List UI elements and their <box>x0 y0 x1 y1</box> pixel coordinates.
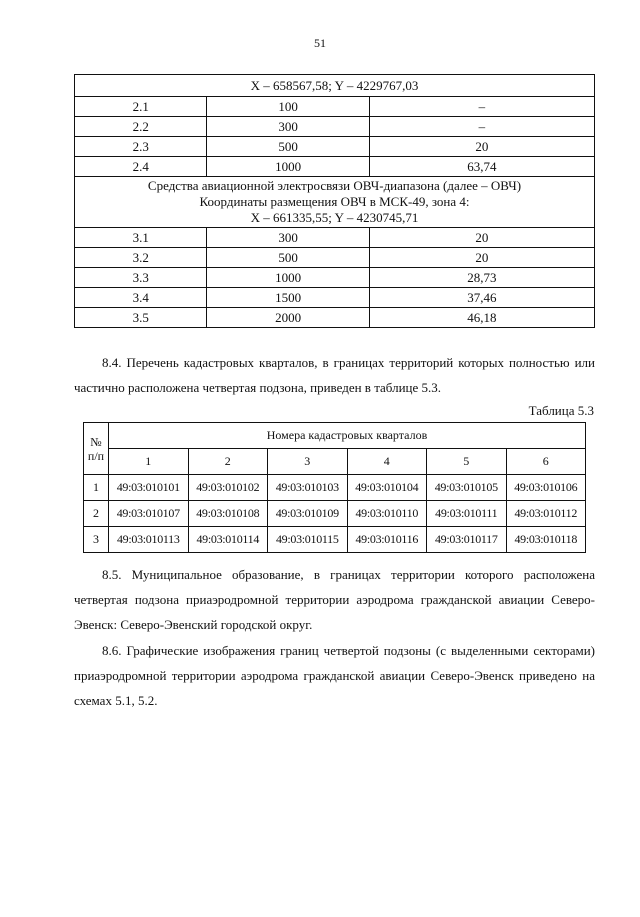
cadastral-code-cell: 49:03:010107 <box>109 501 189 527</box>
number-sign: № <box>90 434 102 449</box>
distance-cell: 1500 <box>207 288 369 308</box>
distance-cell: 500 <box>207 248 369 268</box>
height-cell: – <box>369 97 594 117</box>
table-row <box>84 501 586 527</box>
table-row <box>84 475 586 501</box>
vhf-header-line: Средства авиационной электросвязи ОВЧ-диапазона (далее – ОВЧ) <box>147 178 522 193</box>
distance-cell: 500 <box>207 137 369 157</box>
cadastral-code-cell: 49:03:010116 <box>347 527 427 553</box>
cadastral-code-cell: 49:03:010108 <box>188 501 268 527</box>
cadastral-code-cell: 49:03:010103 <box>268 475 348 501</box>
row-number-cell: 3.3 <box>75 268 207 288</box>
paragraph-8-5: 8.5. Муниципальное образование, в границах территории которого расположена четвертая подзона приаэродромной территории аэродрома гражданской авиации Северо-Эвенск: Северо-Эвенский городской округ. <box>74 567 595 632</box>
table-caption: Таблица 5.3 <box>528 403 594 418</box>
cadastral-code-cell: 49:03:010102 <box>188 475 268 501</box>
table-row <box>75 137 595 157</box>
height-cell: 37,46 <box>369 288 594 308</box>
distance-cell: 1000 <box>207 268 369 288</box>
height-cell: 20 <box>369 248 594 268</box>
height-cell: 63,74 <box>369 157 594 177</box>
row-number-cell: 3.1 <box>75 228 207 248</box>
row-number-cell: 1 <box>84 475 109 501</box>
vhf-coordinates: X – 661335,55; Y – 4230745,71 <box>250 210 419 225</box>
distance-cell: 100 <box>207 97 369 117</box>
table-row <box>75 288 595 308</box>
table-header-row <box>84 449 586 475</box>
table-header-row <box>75 177 595 228</box>
row-number-cell: 3.4 <box>75 288 207 308</box>
number-abbrev: п/п <box>87 448 105 463</box>
column-header: 5 <box>427 449 507 475</box>
height-cell: 46,18 <box>369 308 594 328</box>
row-number-cell: 3.5 <box>75 308 207 328</box>
column-header: 3 <box>268 449 348 475</box>
table-row <box>75 157 595 177</box>
paragraph-8-6: 8.6. Графические изображения границ четвертой подзоны (с выделенными секторами) приаэродромной территории аэродрома гражданской авиации Северо-Эвенск приведено на схемах 5.1, 5.2. <box>74 643 595 708</box>
height-cell: 20 <box>369 228 594 248</box>
table-header-row <box>75 75 595 97</box>
cadastral-code-cell: 49:03:010118 <box>506 527 586 553</box>
cadastral-code-cell: 49:03:010111 <box>427 501 507 527</box>
height-cell: – <box>369 117 594 137</box>
column-header: 2 <box>188 449 268 475</box>
group-header: Номера кадастровых кварталов <box>109 423 586 449</box>
distance-height-table <box>74 74 595 328</box>
column-header: 6 <box>506 449 586 475</box>
table-row <box>75 117 595 137</box>
table-header-row <box>84 423 586 449</box>
cadastral-code-cell: 49:03:010105 <box>427 475 507 501</box>
row-number-cell: 2.4 <box>75 157 207 177</box>
cadastral-code-cell: 49:03:010115 <box>268 527 348 553</box>
cadastral-code-cell: 49:03:010109 <box>268 501 348 527</box>
column-header: 4 <box>347 449 427 475</box>
cadastral-code-cell: 49:03:010112 <box>506 501 586 527</box>
cadastral-code-cell: 49:03:010117 <box>427 527 507 553</box>
cadastral-code-cell: 49:03:010114 <box>188 527 268 553</box>
height-cell: 20 <box>369 137 594 157</box>
table-row <box>75 248 595 268</box>
row-number-cell: 2.1 <box>75 97 207 117</box>
table-row <box>75 268 595 288</box>
cadastral-code-cell: 49:03:010104 <box>347 475 427 501</box>
table-row <box>75 308 595 328</box>
distance-cell: 1000 <box>207 157 369 177</box>
distance-cell: 300 <box>207 117 369 137</box>
page-number: 51 <box>314 36 326 50</box>
table-row <box>84 527 586 553</box>
cadastral-code-cell: 49:03:010113 <box>109 527 189 553</box>
cadastral-quarters-table <box>83 422 586 553</box>
row-number-cell: 2.3 <box>75 137 207 157</box>
coordinates-header: X – 658567,58; Y – 4229767,03 <box>75 75 595 97</box>
distance-cell: 2000 <box>207 308 369 328</box>
paragraph-8-4: 8.4. Перечень кадастровых кварталов, в границах территорий которых полностью или частично расположена четвертая подзона, приведен в таблице 5.3. <box>74 355 595 395</box>
cadastral-code-cell: 49:03:010110 <box>347 501 427 527</box>
table-row <box>75 97 595 117</box>
height-cell: 28,73 <box>369 268 594 288</box>
row-number-cell: 2 <box>84 501 109 527</box>
row-number-cell: 3 <box>84 527 109 553</box>
row-number-cell: 2.2 <box>75 117 207 137</box>
cadastral-code-cell: 49:03:010101 <box>109 475 189 501</box>
distance-cell: 300 <box>207 228 369 248</box>
cadastral-code-cell: 49:03:010106 <box>506 475 586 501</box>
row-number-header <box>84 423 109 475</box>
vhf-header-line: Координаты размещения ОВЧ в МСК-49, зона 4: <box>199 194 470 209</box>
row-number-cell: 3.2 <box>75 248 207 268</box>
column-header: 1 <box>109 449 189 475</box>
table-row <box>75 228 595 248</box>
vhf-section-header <box>75 177 595 228</box>
